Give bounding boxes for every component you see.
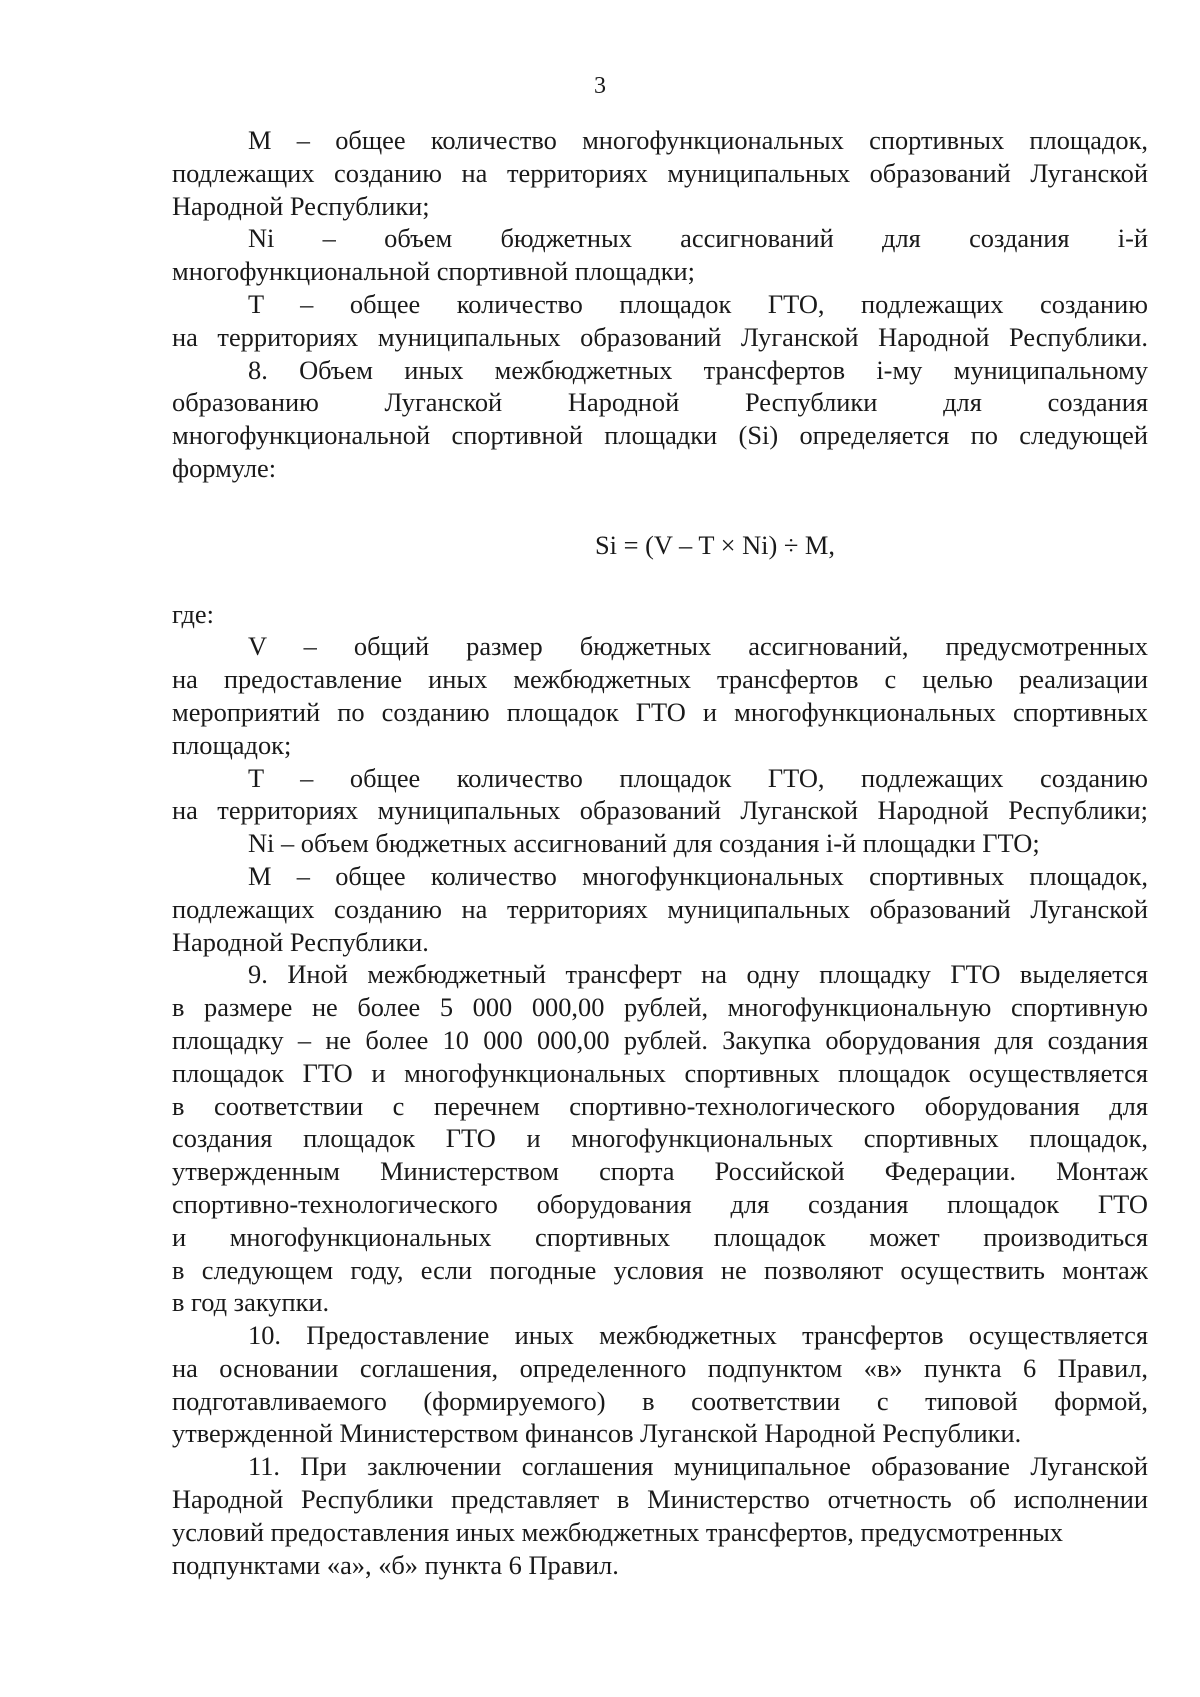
- text-line: на территориях муниципальных образований Луганской Народной Республики;: [172, 795, 1148, 826]
- page-number: 3: [594, 73, 606, 99]
- text-line: утвержденным Министерством спорта Российской Федерации. Монтаж: [172, 1156, 1148, 1187]
- text-line: подлежащих созданию на территориях муниципальных образований Луганской: [172, 157, 1148, 188]
- text-block-before-formula: [172, 124, 1148, 485]
- text-line: площадок ГТО и многофункциональных спортивных площадок осуществляется: [172, 1057, 1148, 1088]
- text-line: Ni – объем бюджетных ассигнований для создания i-й площадки ГТО;: [248, 828, 1040, 859]
- document-body: [172, 124, 1148, 1581]
- text-line: 8. Объем иных межбюджетных трансфертов i-му муниципальному: [248, 354, 1148, 385]
- text-line: подлежащих созданию на территориях муниципальных образований Луганской: [172, 893, 1148, 924]
- text-line: 11. При заключении соглашения муниципальное образование Луганской: [248, 1451, 1148, 1482]
- text-line: в соответствии с перечнем спортивно-технологического оборудования для: [172, 1090, 1148, 1121]
- text-line: T – общее количество площадок ГТО, подлежащих созданию: [248, 288, 1148, 319]
- text-line: площадку – не более 10 000 000,00 рублей. Закупка оборудования для создания: [172, 1024, 1148, 1055]
- text-line: подготавливаемого (формируемого) в соответствии с типовой формой,: [172, 1385, 1148, 1416]
- text-line: на предоставление иных межбюджетных трансфертов с целью реализации: [172, 664, 1148, 695]
- text-line: M – общее количество многофункциональных спортивных площадок,: [248, 860, 1148, 891]
- text-line: Народной Республики представляет в Министерство отчетность об исполнении: [172, 1484, 1148, 1515]
- text-line: подпунктами «а», «б» пункта 6 Правил.: [172, 1549, 619, 1580]
- text-line: в следующем году, если погодные условия не позволяют осуществить монтаж: [172, 1254, 1148, 1285]
- text-line: 10. Предоставление иных межбюджетных трансфертов осуществляется: [248, 1320, 1148, 1351]
- text-line: Народной Республики.: [172, 926, 429, 957]
- text-line: многофункциональной спортивной площадки;: [172, 256, 695, 287]
- text-line: многофункциональной спортивной площадки (Si) определяется по следующей: [172, 420, 1148, 451]
- text-line: образованию Луганской Народной Республики для создания: [172, 387, 1148, 418]
- text-line: спортивно-технологического оборудования для создания площадок ГТО: [172, 1188, 1148, 1219]
- text-line: создания площадок ГТО и многофункциональных спортивных площадок,: [172, 1123, 1148, 1154]
- text-line: и многофункциональных спортивных площадок может производиться: [172, 1221, 1148, 1252]
- text-line: Ni – объем бюджетных ассигнований для создания i-й: [248, 223, 1148, 254]
- formula: Si = (V – T × Ni) ÷ M,: [594, 529, 835, 560]
- text-line: M – общее количество многофункциональных спортивных площадок,: [248, 125, 1148, 155]
- text-line: V – общий размер бюджетных ассигнований, предусмотренных: [248, 631, 1148, 662]
- text-line: в год закупки.: [172, 1287, 330, 1318]
- text-line: на основании соглашения, определенного подпунктом «в» пункта 6 Правил,: [172, 1352, 1148, 1383]
- text-line: 9. Иной межбюджетный трансферт на одну площадку ГТО выделяется: [248, 959, 1148, 990]
- text-line: на территориях муниципальных образований Луганской Народной Республики.: [172, 321, 1148, 352]
- text-line: мероприятий по созданию площадок ГТО и многофункциональных спортивных: [172, 696, 1148, 727]
- text-line: в размере не более 5 000 000,00 рублей, многофункциональную спортивную: [172, 992, 1148, 1023]
- text-line: утвержденной Министерством финансов Луганской Народной Республики.: [172, 1418, 1022, 1449]
- text-line: где:: [172, 598, 214, 629]
- text-line: условий предоставления иных межбюджетных трансфертов, предусмотренных: [172, 1516, 1064, 1547]
- text-line: площадок;: [172, 729, 292, 760]
- text-line: T – общее количество площадок ГТО, подлежащих созданию: [248, 762, 1148, 793]
- text-line: Народной Республики;: [172, 190, 430, 221]
- text-block-after-formula: [172, 598, 1148, 1582]
- text-line: формуле:: [172, 452, 277, 483]
